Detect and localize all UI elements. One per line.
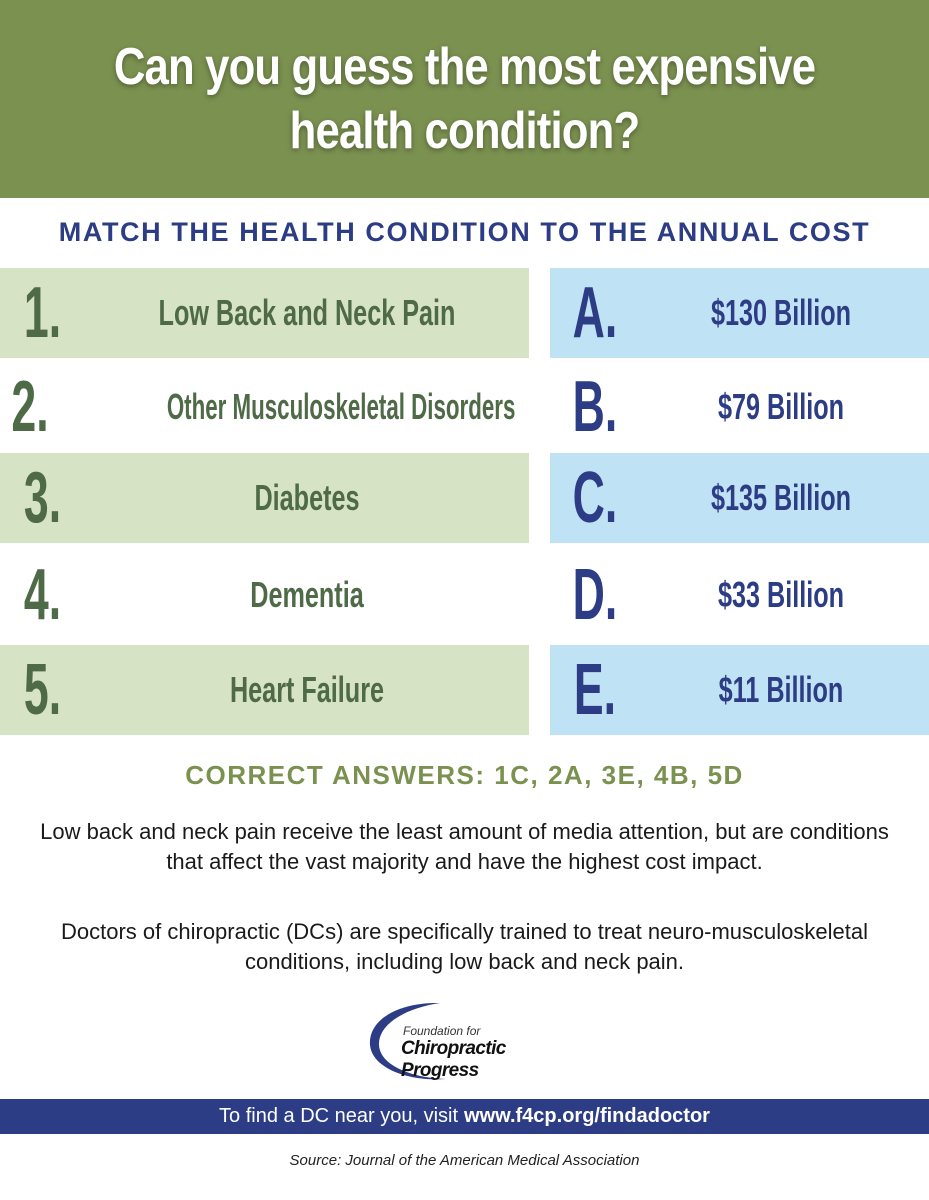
condition-number: 3. xyxy=(23,458,62,538)
condition-number: 5. xyxy=(23,650,62,730)
find-doctor-bar xyxy=(0,1099,929,1134)
condition-row-3 xyxy=(0,453,529,543)
condition-label: Diabetes xyxy=(254,477,360,518)
cost-label: $33 Billion xyxy=(717,574,845,615)
logo-line-2: Chiropractic Progress xyxy=(401,1038,506,1081)
cost-row-b xyxy=(550,362,929,452)
condition-row-2 xyxy=(0,362,529,452)
cta-text: To find a DC near you, visit xyxy=(219,1105,459,1127)
page-title: Can you guess the most expensive health condition? xyxy=(113,38,816,160)
cost-label: $135 Billion xyxy=(710,477,852,518)
condition-label: Other Musculoskeletal Disorders xyxy=(166,386,516,427)
condition-label: Dementia xyxy=(250,574,364,615)
cost-letter: E. xyxy=(573,650,617,730)
condition-label: Heart Failure xyxy=(229,669,385,710)
f4cp-logo xyxy=(368,1000,568,1085)
source-citation: Source: Journal of the American Medical Association xyxy=(289,1152,640,1169)
paragraph-chiropractic: Doctors of chiropractic (DCs) are specifically trained to treat neuro-musculoskeletal conditions, including low back and neck pain. xyxy=(61,919,868,974)
condition-row-1 xyxy=(0,268,529,358)
condition-number: 1. xyxy=(23,273,62,353)
cost-label: $79 Billion xyxy=(717,386,845,427)
correct-answers: CORRECT ANSWERS: 1C, 2A, 3E, 4B, 5D xyxy=(185,760,744,790)
cost-row-c xyxy=(550,453,929,543)
header-banner xyxy=(0,0,929,198)
condition-number: 4. xyxy=(23,555,62,635)
condition-row-5 xyxy=(0,645,529,735)
cost-letter: B. xyxy=(572,367,618,447)
cost-letter: D. xyxy=(572,555,618,635)
cost-letter: A. xyxy=(572,273,618,353)
condition-row-4 xyxy=(0,550,529,640)
find-doctor-link[interactable]: www.f4cp.org/findadoctor xyxy=(464,1105,710,1127)
condition-number: 2. xyxy=(11,367,49,447)
paragraph-media-attention: Low back and neck pain receive the least amount of media attention, but are conditions that affect the vast majority and have the highest cost impact. xyxy=(40,819,889,874)
cost-label: $130 Billion xyxy=(710,292,852,333)
condition-label: Low Back and Neck Pain xyxy=(158,292,456,333)
cost-row-e xyxy=(550,645,929,735)
cost-row-a xyxy=(550,268,929,358)
logo-line-1: Foundation for xyxy=(403,1024,481,1038)
subtitle: MATCH THE HEALTH CONDITION TO THE ANNUAL COST xyxy=(58,217,871,247)
cost-row-d xyxy=(550,550,929,640)
cost-letter: C. xyxy=(572,458,618,538)
cost-label: $11 Billion xyxy=(718,669,844,710)
